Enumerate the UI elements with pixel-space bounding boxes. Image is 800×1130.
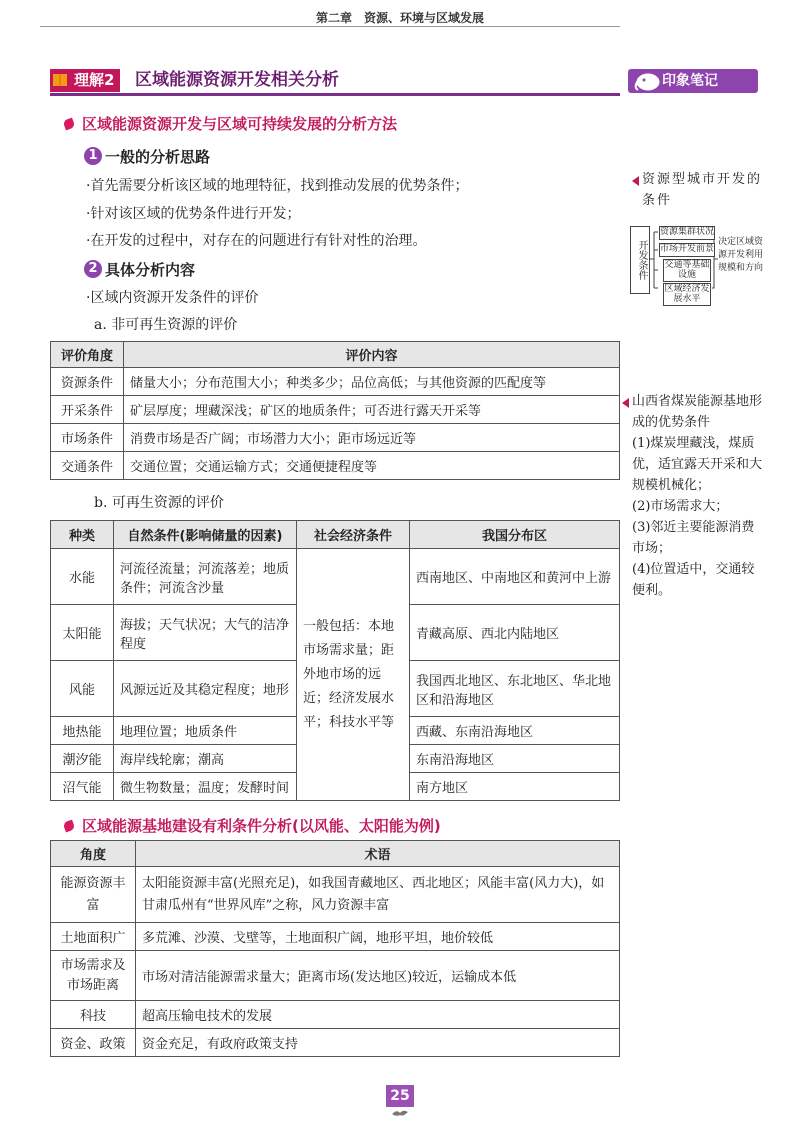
part1-heading: 区域能源资源开发与区域可持续发展的分析方法 xyxy=(82,115,398,133)
side-note-1-title: 资源型城市开发的条件 xyxy=(642,172,763,208)
table1-cell: 交通位置；交通运输方式；交通便捷程度等 xyxy=(124,452,620,480)
table2-kind: 风能 xyxy=(51,661,114,717)
table3-term: 多荒滩、沙漠、戈壁等，土地面积广阔，地形平坦，地价较低 xyxy=(136,923,620,951)
table-row xyxy=(51,396,620,424)
header-divider xyxy=(40,26,620,27)
table1-cell: 消费市场是否广阔；市场潜力大小；距市场远近等 xyxy=(124,424,620,452)
table2-natural: 海岸线轮廓；潮高 xyxy=(114,745,297,773)
table2-header: 自然条件(影响储量的因素) xyxy=(114,521,297,549)
table-row xyxy=(51,1001,620,1029)
table3-term: 资金充足，有政府政策支持 xyxy=(136,1029,620,1057)
sub1-item-1: ·首先需要分析该区域的地理特征，找到推动发展的优势条件； xyxy=(86,178,469,194)
table2-kind: 地热能 xyxy=(51,717,114,745)
table-row xyxy=(51,923,620,951)
side-note-2-title: 山西省煤炭能源基地形成的优势条件 xyxy=(632,394,763,430)
b-label: b. 可再生资源的评价 xyxy=(94,495,224,511)
table1-cell: 开采条件 xyxy=(51,396,124,424)
table3-header: 术语 xyxy=(136,841,620,867)
sub1-item-2: ·针对该区域的优势条件进行开发； xyxy=(86,206,301,222)
table-row xyxy=(51,867,620,923)
section-tag: 理解2 xyxy=(50,69,120,92)
table3-term: 超高压输电技术的发展 xyxy=(136,1001,620,1029)
table-row xyxy=(51,1029,620,1057)
notes-tag: 印象笔记 xyxy=(628,69,758,93)
base-conditions-table xyxy=(50,840,620,1057)
table1-header: 评价角度 xyxy=(51,342,124,368)
section-underline xyxy=(50,93,620,96)
table3-angle: 土地面积广 xyxy=(51,923,136,951)
diagram-box-1: 资源集群状况 xyxy=(659,226,715,240)
table3-angle: 能源资源丰富 xyxy=(51,867,136,923)
side-note-arrow-icon xyxy=(622,398,629,408)
table1-cell: 市场条件 xyxy=(51,424,124,452)
table2-natural: 风源远近及其稳定程度；地形 xyxy=(114,661,297,717)
chapter-header: 第二章 资源、环境与区域发展 xyxy=(315,11,484,25)
table2-kind: 潮汐能 xyxy=(51,745,114,773)
nonrenewable-table xyxy=(50,341,620,480)
table3-term: 太阳能资源丰富(光照充足)，如我国青藏地区、西北地区；风能丰富(风力大)，如甘肃瓜州有“世界风库”之称，风力资源丰富 xyxy=(136,867,620,923)
table2-dist: 西南地区、中南地区和黄河中上游 xyxy=(410,549,620,605)
diagram-box-3: 交通等基础设施 xyxy=(664,260,710,280)
sub1-item-3: ·在开发的过程中，对存在的问题进行有针对性的治理。 xyxy=(86,233,427,249)
table2-dist: 我国西北地区、东北地区、华北地区和沿海地区 xyxy=(410,661,620,717)
table2-natural: 微生物数量；温度；发酵时间 xyxy=(114,773,297,801)
table3-angle: 资金、政策 xyxy=(51,1029,136,1057)
table2-natural: 河流径流量；河流落差；地质条件；河流含沙量 xyxy=(114,549,297,605)
diagram-right-label: 决定区域资源开发利用规模和方向 xyxy=(718,237,764,273)
side-note-2-item-3: (3)邻近主要能源消费市场； xyxy=(632,520,755,556)
sub2-title: 具体分析内容 xyxy=(105,261,196,279)
a-label: a. 非可再生资源的评价 xyxy=(94,317,238,333)
table-row xyxy=(51,951,620,1001)
page-number: 25 xyxy=(386,1085,414,1107)
table2-header: 社会经济条件 xyxy=(297,521,410,549)
table-row xyxy=(51,452,620,480)
part2-heading: 区域能源基地建设有利条件分析(以风能、太阳能为例) xyxy=(82,817,441,835)
bird-icon xyxy=(391,1108,409,1118)
section-title: 区域能源资源开发相关分析 xyxy=(135,70,339,90)
table2-social: 一般包括：本地市场需求量；距外地市场的远近；经济发展水平；科技水平等 xyxy=(297,549,410,801)
table-row xyxy=(51,549,620,605)
table2-kind: 水能 xyxy=(51,549,114,605)
num-circle-2: 2 xyxy=(84,260,102,278)
side-note-2-item-2: (2)市场需求大； xyxy=(632,499,729,514)
sub2-item: ·区域内资源开发条件的评价 xyxy=(86,290,259,306)
table3-header: 角度 xyxy=(51,841,136,867)
sub1-title: 一般的分析思路 xyxy=(105,148,211,166)
table-row xyxy=(51,424,620,452)
side-note-2-item-4: (4)位置适中，交通较便利。 xyxy=(632,562,755,598)
table3-angle: 科技 xyxy=(51,1001,136,1029)
table3-angle: 市场需求及市场距离 xyxy=(51,951,136,1001)
table2-kind: 沼气能 xyxy=(51,773,114,801)
renewable-table xyxy=(50,520,620,801)
table-row xyxy=(51,368,620,396)
diagram-box-2: 市场开发前景 xyxy=(659,243,715,257)
leaf-bullet-icon xyxy=(63,820,76,833)
table1-header: 评价内容 xyxy=(124,342,620,368)
table2-dist: 东南沿海地区 xyxy=(410,745,620,773)
table2-dist: 南方地区 xyxy=(410,773,620,801)
table1-cell: 储量大小；分布范围大小；种类多少；品位高低；与其他资源的匹配度等 xyxy=(124,368,620,396)
table3-term: 市场对清洁能源需求量大；距离市场(发达地区)较近，运输成本低 xyxy=(136,951,620,1001)
side-note-arrow-icon xyxy=(632,176,639,186)
table1-cell: 矿层厚度；埋藏深浅；矿区的地质条件；可否进行露天开采等 xyxy=(124,396,620,424)
table2-dist: 西藏、东南沿海地区 xyxy=(410,717,620,745)
book-icon xyxy=(52,72,68,88)
table2-header: 我国分布区 xyxy=(410,521,620,549)
side-note-2-item-1: (1)煤炭埋藏浅，煤质优，适宜露天开采和大规模机械化； xyxy=(632,436,763,493)
table1-cell: 资源条件 xyxy=(51,368,124,396)
table2-header: 种类 xyxy=(51,521,114,549)
diagram-box-4: 区域经济发展水平 xyxy=(664,284,710,304)
leaf-bullet-icon xyxy=(63,118,76,131)
table1-cell: 交通条件 xyxy=(51,452,124,480)
table2-natural: 地理位置；地质条件 xyxy=(114,717,297,745)
table2-natural: 海拔；天气状况；大气的洁净程度 xyxy=(114,605,297,661)
diagram-left-label: 开发条件 xyxy=(630,226,650,294)
table2-kind: 太阳能 xyxy=(51,605,114,661)
num-circle-1: 1 xyxy=(84,147,102,165)
table2-dist: 青藏高原、西北内陆地区 xyxy=(410,605,620,661)
elephant-icon xyxy=(632,70,664,92)
